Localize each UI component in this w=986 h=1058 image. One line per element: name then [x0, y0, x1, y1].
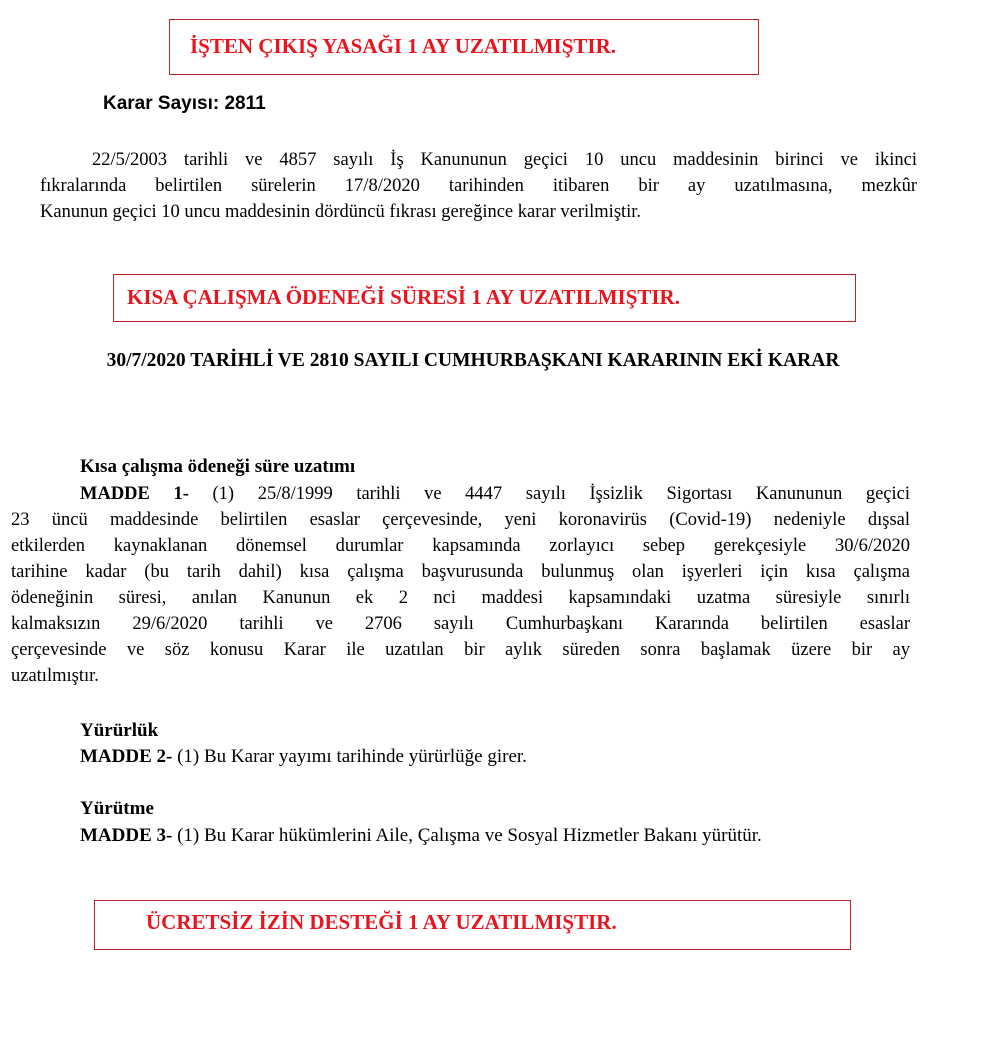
- banner-kisa-calisma-odenegi: [113, 274, 856, 322]
- article-2-title: Yürürlük: [80, 720, 159, 741]
- paragraph-line: Kanunun geçici 10 uncu maddesinin dördüncü fıkrası gereğince karar verilmiştir.: [40, 202, 642, 222]
- paragraph-line: 23 üncü maddesinde belirtilen esaslar çerçevesinde, yeni koronavirüs (Covid-19) nedeniyle dışsal: [11, 510, 910, 530]
- paragraph-line: çerçevesinde ve söz konusu Karar ile uzatılan bir aylık süreden sonra başlamak üzere bir ay: [11, 640, 910, 660]
- banner-text: ÜCRETSİZ İZİN DESTEĞİ 1 AY UZATILMIŞTIR.: [146, 910, 617, 934]
- article-2-body: (1) Bu Karar yayımı tarihinde yürürlüğe girer.: [172, 746, 527, 767]
- banner-text: KISA ÇALIŞMA ÖDENEĞİ SÜRESİ 1 AY UZATILMIŞTIR.: [127, 285, 680, 309]
- paragraph-line: etkilerden kaynaklanan dönemsel durumlar kapsamında zorlayıcı sebep gerekçesiyle 30/6/2020: [11, 536, 910, 556]
- article-3-title: Yürütme: [80, 798, 154, 819]
- decree-heading: 30/7/2020 TARİHLİ VE 2810 SAYILI CUMHURBAŞKANI KARARININ EKİ KARAR: [106, 350, 840, 371]
- article-3-body: (1) Bu Karar hükümlerini Aile, Çalışma ve Sosyal Hizmetler Bakanı yürütür.: [172, 825, 762, 846]
- paragraph-line: 22/5/2003 tarihli ve 4857 sayılı İş Kanununun geçici 10 uncu maddesinin birinci ve ikinci: [92, 150, 917, 170]
- article-2-label: MADDE 2-: [80, 746, 173, 767]
- paragraph-line: kalmaksızın 29/6/2020 tarihli ve 2706 sayılı Cumhurbaşkanı Kararında belirtilen esaslar: [11, 614, 910, 634]
- banner-ucretsiz-izin-destegi: [94, 900, 851, 950]
- article-1-label: MADDE 1-: [80, 484, 189, 504]
- article-2-text: [80, 746, 527, 768]
- article-1-paragraph: [11, 481, 910, 689]
- paragraph-line: uzatılmıştır.: [11, 666, 99, 686]
- intro-paragraph: [40, 147, 917, 225]
- paragraph-line: ödeneğinin süresi, anılan Kanunun ek 2 nci maddesi kapsamındaki uzatma süresiyle sınırlı: [11, 588, 910, 608]
- paragraph-line: tarihine kadar (bu tarih dahil) kısa çalışma başvurusunda bulunmuş olan işyerleri için kısa çalışma: [11, 562, 910, 582]
- article-1-line-text: (1) 25/8/1999 tarihli ve 4447 sayılı İşsizlik Sigortası Kanununun geçici: [188, 484, 911, 504]
- paragraph-line: fıkralarında belirtilen sürelerin 17/8/2020 tarihinden itibaren bir ay uzatılmasına, mezkûr: [40, 176, 917, 196]
- banner-text: İŞTEN ÇIKIŞ YASAĞI 1 AY UZATILMIŞTIR.: [190, 34, 616, 58]
- decision-number: Karar Sayısı: 2811: [103, 93, 266, 114]
- article-3-text: [80, 825, 762, 847]
- paragraph-line: [11, 481, 910, 507]
- banner-isten-cikis-yasagi: [169, 19, 759, 75]
- article-1-title: Kısa çalışma ödeneği süre uzatımı: [80, 456, 356, 477]
- article-3-label: MADDE 3-: [80, 825, 173, 846]
